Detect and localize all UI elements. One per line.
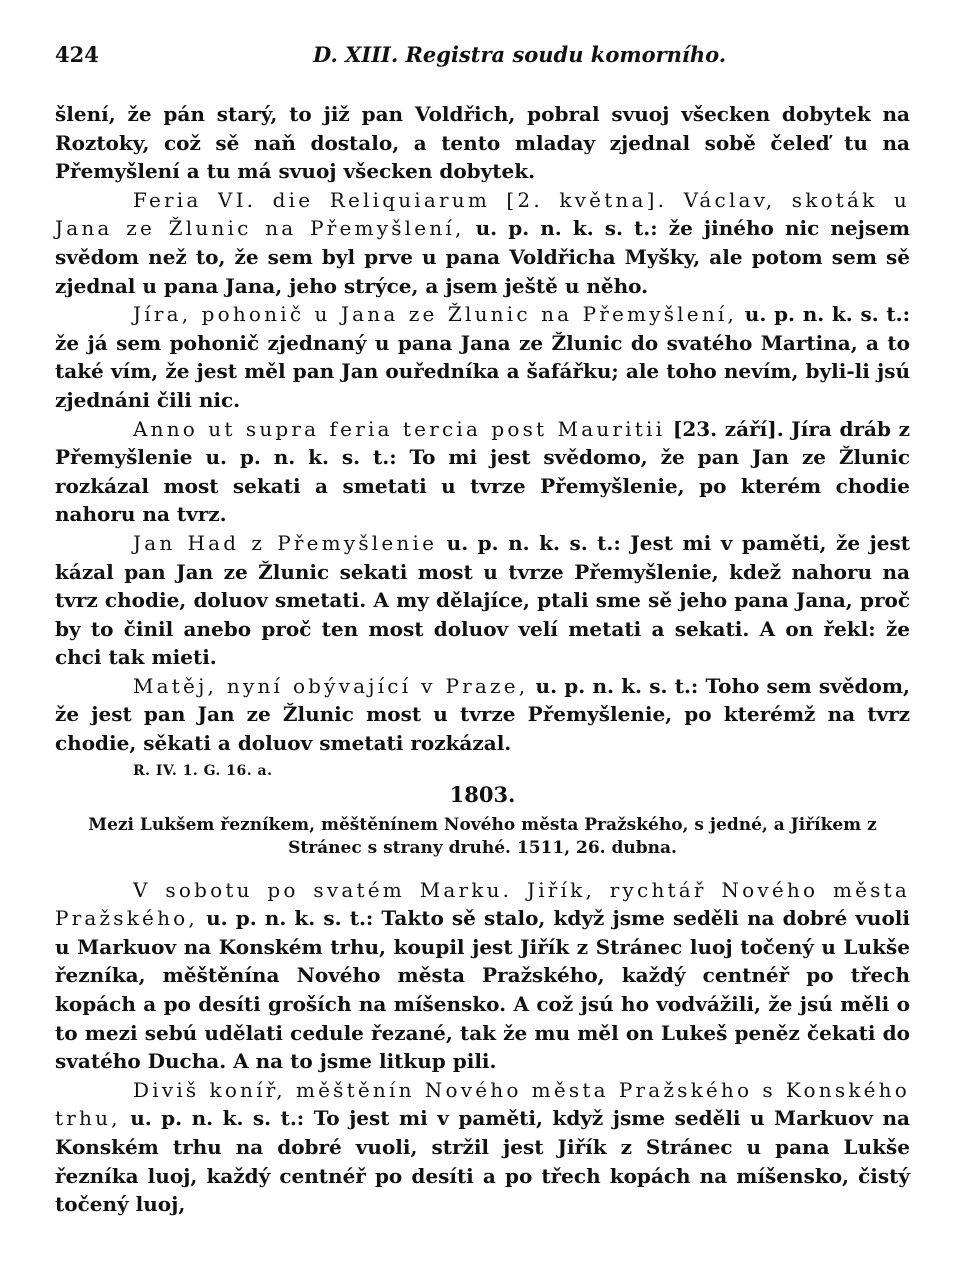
paragraph <box>55 415 910 529</box>
paragraph <box>55 672 910 758</box>
paragraph <box>55 186 910 300</box>
document-heading: Mezi Lukšem řezníkem, měštěnínem Nového města Pražského, s jedné, a Jiříkem z Stránec s strany druhé. 1511, 26. dubna. <box>88 814 877 858</box>
witness-lead: Anno ut supra feria tercia post Mauritii <box>133 416 666 441</box>
paragraph <box>55 300 910 414</box>
witness-lead: Jíra, pohonič u Jana ze Žlunic na Přemyšlení, <box>133 302 738 327</box>
paragraph <box>55 876 910 1076</box>
paragraph-text: šlení, že pán starý, to již pan Voldřich, pobral svuoj všecken dobytek na Roztoky, což sě naň dostalo, a tento mladay zjednal sobě čeleď tu na Přemyšlení a tu má svuoj všecken dobytek. <box>55 102 910 184</box>
witness-lead: Feria VI. die Reliquiarum [2. května]. Václav, skoták u Jana ze Žlunic na Přemyšlení, <box>55 187 910 241</box>
paragraph-text: u. p. n. k. s. t.: To jest mi v paměti, když jsme seděli u Markuov na Konském trhu na dobré vuoli, stržil jest Jiřík z Stránec u pana Lukše řezníka luoj, každý centnéř po desíti a po třech kopách na míšensko, čistý točený luoj, <box>55 1106 910 1217</box>
source-reference: R. IV. 1. G. 16. a. <box>133 762 273 779</box>
paragraph <box>55 1076 910 1219</box>
witness-lead: V sobotu po svatém Marku. Jiřík, rychtář Nového města Pražského, <box>55 877 910 931</box>
paragraph <box>55 529 910 672</box>
paragraph <box>55 100 910 186</box>
page-number: 424 <box>55 42 99 67</box>
paragraph-text: u. p. n. k. s. t.: že jiného nic nejsem svědom než to, že sem byl prve u pana Voldřicha Myšky, ale potom sem sě zjednal u pana Jana, jeho strýce, a jsem ještě u něho. <box>55 216 910 298</box>
page-body <box>55 100 910 1219</box>
paragraph-text: u. p. n. k. s. t.: že já sem pohonič zjednaný u pana Jana ze Žlunic do svatého Martina, a to také vím, že jest měl pan Jan ouředníka a šafářku; ale toho nevím, byli-li jsú zjednáni čili nic. <box>55 302 911 412</box>
paragraph-text: [23. září]. Jíra dráb z Přemyšlenie u. p. n. k. s. t.: To mi jest svědomo, že pan Jan ze Žlunic rozkázal most sekati a smetati u tvrze Přemyšlenie, po kterém chodie nahoru na tvrz. <box>55 416 911 527</box>
witness-lead: Jan Had z Přemyšlenie <box>133 530 438 555</box>
paragraph-text: u. p. n. k. s. t.: Jest mi v paměti, že jest kázal pan Jan ze Žlunic sekati most u tvrze Přemyšlenie, kdež nahoru na tvrz chodie, doluov smetati. A my dělajíce, ptali sme sě jeho pana Jana, proč by to činil anebo proč ten most doluov velí metati a sekati. A on řekl: že chci tak mieti. <box>55 530 911 670</box>
paragraph-text: u. p. n. k. s. t.: Takto sě stalo, když jsme seděli na dobré vuoli u Markuov na Konském trhu, koupil jest Jiřík z Stránec luoj točený u Lukše řezníka, měštěnína Nového města Pražského, každý centnéř po třech kopách a po desíti groších na míšensko. A což jsú ho vodvážili, že jsú měli o to mezi sebú udělati cedule řezané, tak že mu měl on Lukeš peněz čekati do svatého Ducha. A na to jsme litkup pili. <box>55 906 910 1074</box>
document-number: 1803. <box>449 781 516 807</box>
witness-lead: Diviš koníř, měštěnín Nového města Pražského s Konského trhu, <box>55 1077 910 1131</box>
witness-lead: Matěj, nyní obývající v Praze, <box>133 673 529 698</box>
page-header <box>55 42 910 78</box>
paragraph-text: u. p. n. k. s. t.: Toho sem svědom, že jest pan Jan ze Žlunic most u tvrze Přemyšlenie, po kterémž na tvrz chodie, sěkati a doluov smetati rozkázal. <box>55 673 910 756</box>
book-page <box>55 42 910 1219</box>
running-head: D. XIII. Registra soudu komorního. <box>313 42 727 67</box>
